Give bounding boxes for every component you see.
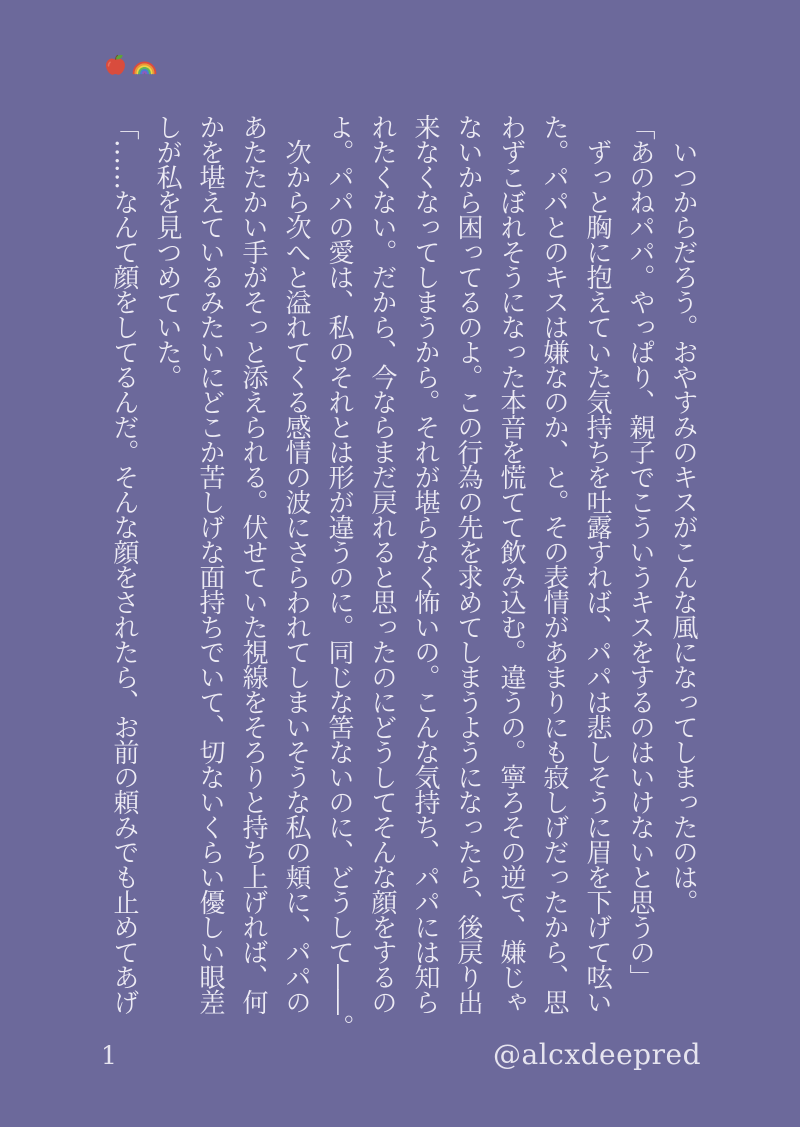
author-handle: @alcxdeepred: [493, 1038, 701, 1071]
text-column: 次から次へと溢れてくる感情の波にさらわれてしまいそうな私の頬に、パパの: [281, 114, 311, 1014]
text-column: よ。パパの愛は、私のそれとは形が違うのに。同じな筈ないのに、どうして――。: [324, 114, 354, 1039]
text-column: 来なくなってしまうから。それが堪らなく怖いの。こんな気持ち、パパには知ら: [410, 114, 440, 1014]
text-column: しが私を見つめていた。: [152, 114, 182, 389]
text-column: ないから困ってるのよ。この行為の先を求めてしまうようになったら、後戻り出: [453, 114, 483, 1014]
page-number: 1: [101, 1041, 117, 1070]
text-column: あたたかい手がそっと添えられる。伏せていた視線をそろりと持ち上げれば、何: [238, 114, 268, 1014]
text-column: た。パパとのキスは嫌なのか、と。その表情があまりにも寂しげだったから、思: [539, 114, 569, 1014]
rainbow-icon: [131, 52, 158, 77]
text-column: 「あのねパパ。やっぱり、親子でこういうキスをするのはいけないと思うの」: [625, 114, 655, 989]
text-column: わずこぼれそうになった本音を慌てて飲み込む。違うの。寧ろその逆で、嫌じゃ: [496, 114, 526, 1014]
text-column: 「……なんて顔をしてるんだ。そんな顔をされたら、お前の頼みでも止めてあげ: [109, 114, 139, 1014]
header-icons: [103, 52, 158, 77]
text-column: かを堪えているみたいにどこか苦しげな面持ちでいて、切ないくらい優しい眼差: [195, 114, 225, 1014]
apple-icon: [103, 52, 128, 77]
text-column: ずっと胸に抱えていた気持ちを吐露すれば、パパは悲しそうに眉を下げて呟い: [582, 114, 612, 1014]
text-column: いつからだろう。おやすみのキスがこんな風になってしまったのは。: [668, 114, 698, 914]
story-text: [102, 114, 704, 1039]
text-column: れたくない。だから、今ならまだ戻れると思ったのにどうしてそんな顔をするの: [367, 114, 397, 1014]
